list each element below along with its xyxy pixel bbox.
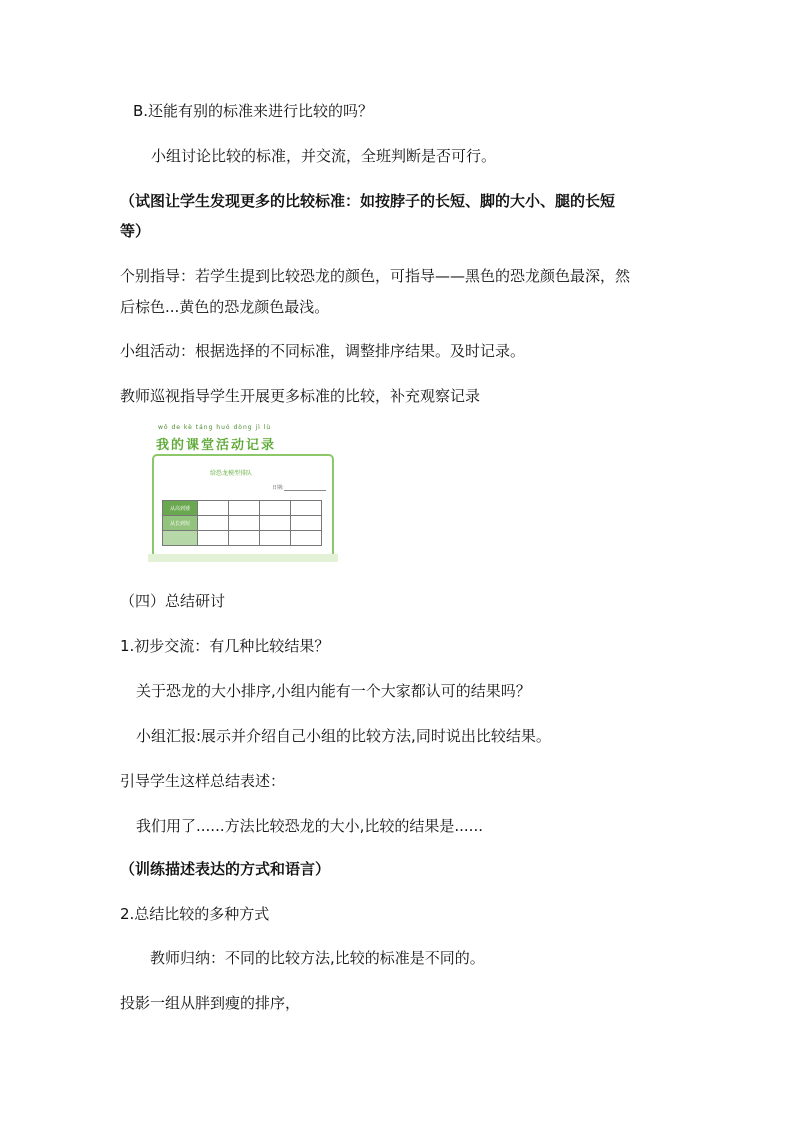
text-line-2: 小组讨论比较的标准，并交流，全班判断是否可行。 xyxy=(151,147,497,165)
text-line-14: 我们用了......方法比较恐龙的大小,比较的结果是...... xyxy=(136,817,483,835)
text-line-11: 关于恐龙的大小排序,小组内能有一个大家都认可的结果吗？ xyxy=(136,682,531,700)
card-bottom-band xyxy=(148,554,338,562)
table-cell xyxy=(198,531,229,546)
table-row xyxy=(163,531,322,546)
card-subtitle: 给恐龙模型排队 xyxy=(210,470,253,477)
table-cell xyxy=(229,501,260,516)
text-line-5: 个别指导：若学生提到比较恐龙的颜色，可指导——黑色的恐龙颜色最深，然 xyxy=(120,267,631,285)
table-cell xyxy=(198,501,229,516)
table-cell xyxy=(260,501,291,516)
table-row xyxy=(163,501,322,516)
text-line-17: 教师归纳：不同的比较方法,比较的标准是不同的。 xyxy=(150,949,485,967)
table-cell xyxy=(260,516,291,531)
card-date-label: 日期: xyxy=(272,485,284,491)
card-body xyxy=(152,454,334,558)
text-line-7: 小组活动：根据选择的不同标准，调整排序结果。及时记录。 xyxy=(120,342,526,360)
table-cell xyxy=(229,531,260,546)
table-row xyxy=(163,516,322,531)
section-heading: （四）总结研讨 xyxy=(120,592,226,610)
text-line-16: 2.总结比较的多种方式 xyxy=(120,905,270,923)
activity-record-card xyxy=(148,424,338,562)
row-label: 从长到短 xyxy=(163,516,198,531)
table-cell xyxy=(291,516,322,531)
table-cell xyxy=(198,516,229,531)
row-label xyxy=(163,531,198,546)
table-cell xyxy=(229,516,260,531)
text-line-18: 投影一组从胖到瘦的排序， xyxy=(120,994,301,1012)
card-date-line xyxy=(284,490,326,491)
table-cell xyxy=(291,501,322,516)
table-cell xyxy=(260,531,291,546)
text-line-1: B.还能有别的标准来进行比较的吗？ xyxy=(133,102,374,120)
text-line-13: 引导学生这样总结表述： xyxy=(120,772,286,790)
text-line-8: 教师巡视指导学生开展更多标准的比较，补充观察记录 xyxy=(120,387,481,405)
text-line-6: 后棕色...黄色的恐龙颜色最浅。 xyxy=(120,298,330,316)
card-title: 我的课堂活动记录 xyxy=(156,438,277,453)
text-line-10: 1.初步交流：有几种比较结果？ xyxy=(120,637,330,655)
card-pinyin: wǒ de kè táng huó dòng jì lù xyxy=(158,424,272,431)
table-cell xyxy=(291,531,322,546)
text-line-3: （试图让学生发现更多的比较标准：如按脖子的长短、脚的大小、腿的长短 xyxy=(120,192,616,210)
text-line-4: 等） xyxy=(120,222,151,240)
text-line-12: 小组汇报:展示并介绍自己小组的比较方法,同时说出比较结果。 xyxy=(136,727,551,745)
text-line-15: （训练描述表达的方式和语言） xyxy=(120,860,331,878)
record-table xyxy=(162,500,322,546)
row-label: 从高到矮 xyxy=(163,501,198,516)
